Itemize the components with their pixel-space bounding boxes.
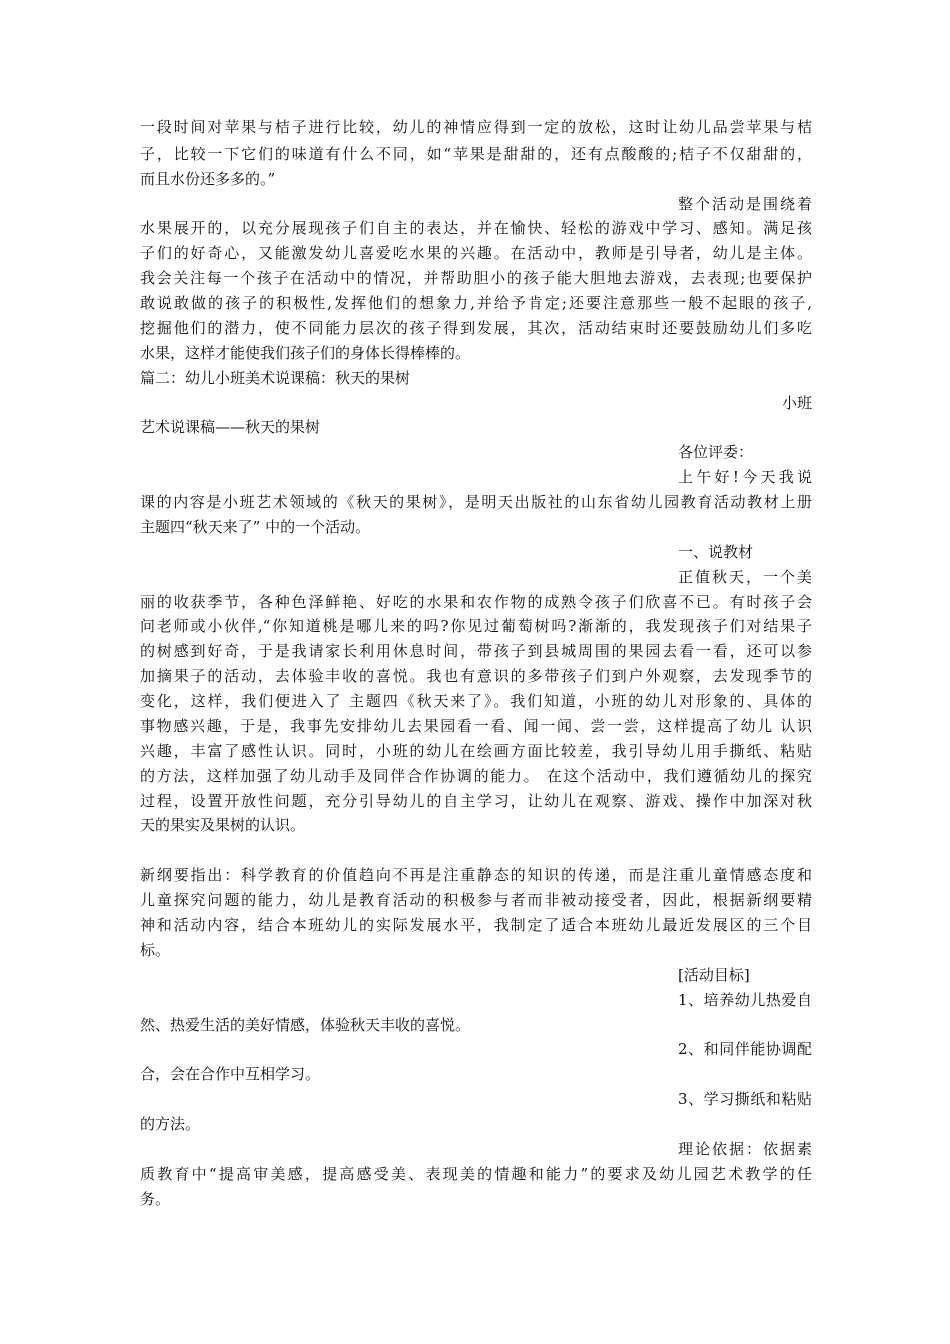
text-line: 事物感兴趣，于是，我事先安排幼儿去果园看一看、闻一闻、尝一尝，这样提高了幼儿 认识 bbox=[140, 717, 812, 735]
text-line: 然、热爱生活的美好情感，体验秋天丰收的喜悦。 bbox=[140, 1016, 471, 1034]
section-heading: 篇二：幼儿小班美术说课稿：秋天的果树 bbox=[140, 369, 411, 387]
list-heading: [活动目标] bbox=[678, 966, 750, 984]
text-line: 的方法，这样加强了幼儿动手及同伴合作协调的能力。 在这个活动中，我们遵循幼儿的探究 bbox=[140, 767, 812, 785]
text-line: 丽的收获季节，各种色泽鲜艳、好吃的水果和农作物的成熟令孩子们欣喜不已。有时孩子会 bbox=[140, 593, 812, 611]
list-item: 2、和同伴能协调配 bbox=[678, 1040, 812, 1058]
list-item: 3、学习撕纸和粘贴 bbox=[678, 1090, 812, 1108]
text-line: 正值秋天，一个美 bbox=[678, 568, 812, 586]
text-line: 水果展开的，以充分展现孩子们自主的表达，并在愉快、轻松的游戏中学习、感知。满足孩 bbox=[140, 219, 812, 237]
text-line: 兴趣，丰富了感性认识。同时，小班的幼儿在绘画方面比较差，我引导幼儿用手撕纸、粘贴 bbox=[140, 742, 812, 760]
text-line: 的树感到好奇，于是我请家长利用休息时间，带孩子到县城周围的果园去看一看，还可以参 bbox=[140, 642, 812, 660]
text-line: 艺术说课稿——秋天的果树 bbox=[140, 418, 321, 436]
text-line: 理论依据：依据素 bbox=[678, 1140, 812, 1158]
text-line: 加摘果子的活动，去体验丰收的喜悦。我也有意识的多带孩子们到户外观察，去发现季节的 bbox=[140, 667, 812, 685]
text-line: 上午好!今天我说 bbox=[678, 468, 812, 486]
text-line: 小班 bbox=[781, 394, 812, 412]
text-line: 务。 bbox=[140, 1190, 171, 1208]
text-line: 天的果实及果树的认识。 bbox=[140, 816, 306, 834]
text-line: 子，比较一下它们的味道有什么不同，如“苹果是甜甜的，还有点酸酸的;桔子不仅甜甜的， bbox=[140, 145, 812, 163]
text-line: 子们的好奇心，又能激发幼儿喜爱吃水果的兴趣。在活动中，教师是引导者，幼儿是主体。 bbox=[140, 244, 812, 262]
text-line: 水果，这样才能使我们孩子们的身体长得棒棒的。 bbox=[140, 344, 471, 362]
text-line: 一段时间对苹果与桔子进行比较，幼儿的神情应得到一定的放松，这时让幼儿品尝苹果与桔 bbox=[140, 118, 812, 136]
text-line: 变化，这样，我们便进入了 主题四《秋天来了》。我们知道，小班的幼儿对形象的、具体的 bbox=[140, 692, 812, 710]
text-line: 主题四“秋天来了” 中的一个活动。 bbox=[140, 518, 371, 536]
text-line: 各位评委： bbox=[678, 443, 754, 461]
text-line: 合，会在合作中互相学习。 bbox=[140, 1065, 321, 1083]
text-line: 课的内容是小班艺术领域的《秋天的果树》，是明天出版社的山东省幼儿园教育活动教材上册 bbox=[140, 493, 812, 511]
text-line: 神和活动内容，结合本班幼儿的实际发展水平，我制定了适合本班幼儿最近发展区的三个目 bbox=[140, 916, 812, 934]
text-line: 一、说教材 bbox=[678, 543, 754, 561]
text-line: 敢说敢做的孩子的积极性,发挥他们的想象力,并给予肯定;还要注意那些一般不起眼的孩子, bbox=[140, 294, 812, 312]
text-line: 儿童探究问题的能力，幼儿是教育活动的积极参与者而非被动接受者，因此，根据新纲要精 bbox=[140, 891, 812, 909]
text-line: 我会关注每一个孩子在活动中的情况，并帮助胆小的孩子能大胆地去游戏，去表现;也要保护 bbox=[140, 269, 812, 287]
text-line: 标。 bbox=[140, 941, 171, 959]
text-line: 质教育中“提高审美感，提高感受美、表现美的情趣和能力”的要求及幼儿园艺术教学的任 bbox=[140, 1165, 812, 1183]
text-line: 的方法。 bbox=[140, 1115, 201, 1133]
text-line: 而且水份还多多的。” bbox=[140, 170, 276, 188]
text-line: 挖掘他们的潜力，使不同能力层次的孩子得到发展，其次，活动结束时还要鼓励幼儿们多吃 bbox=[140, 319, 812, 337]
list-item: 1、培养幼儿热爱自 bbox=[678, 991, 812, 1009]
text-line: 问老师或小伙伴,“你知道桃是哪儿来的吗?你见过葡萄树吗?渐渐的，我发现孩子们对结果子 bbox=[140, 617, 812, 635]
text-line: 过程，设置开放性问题，充分引导幼儿的自主学习，让幼儿在观察、游戏、操作中加深对秋 bbox=[140, 792, 812, 810]
text-line: 新纲要指出：科学教育的价值趋向不再是注重静态的知识的传递，而是注重儿童情感态度和 bbox=[140, 866, 812, 884]
text-line: 整个活动是围绕着 bbox=[678, 195, 812, 213]
